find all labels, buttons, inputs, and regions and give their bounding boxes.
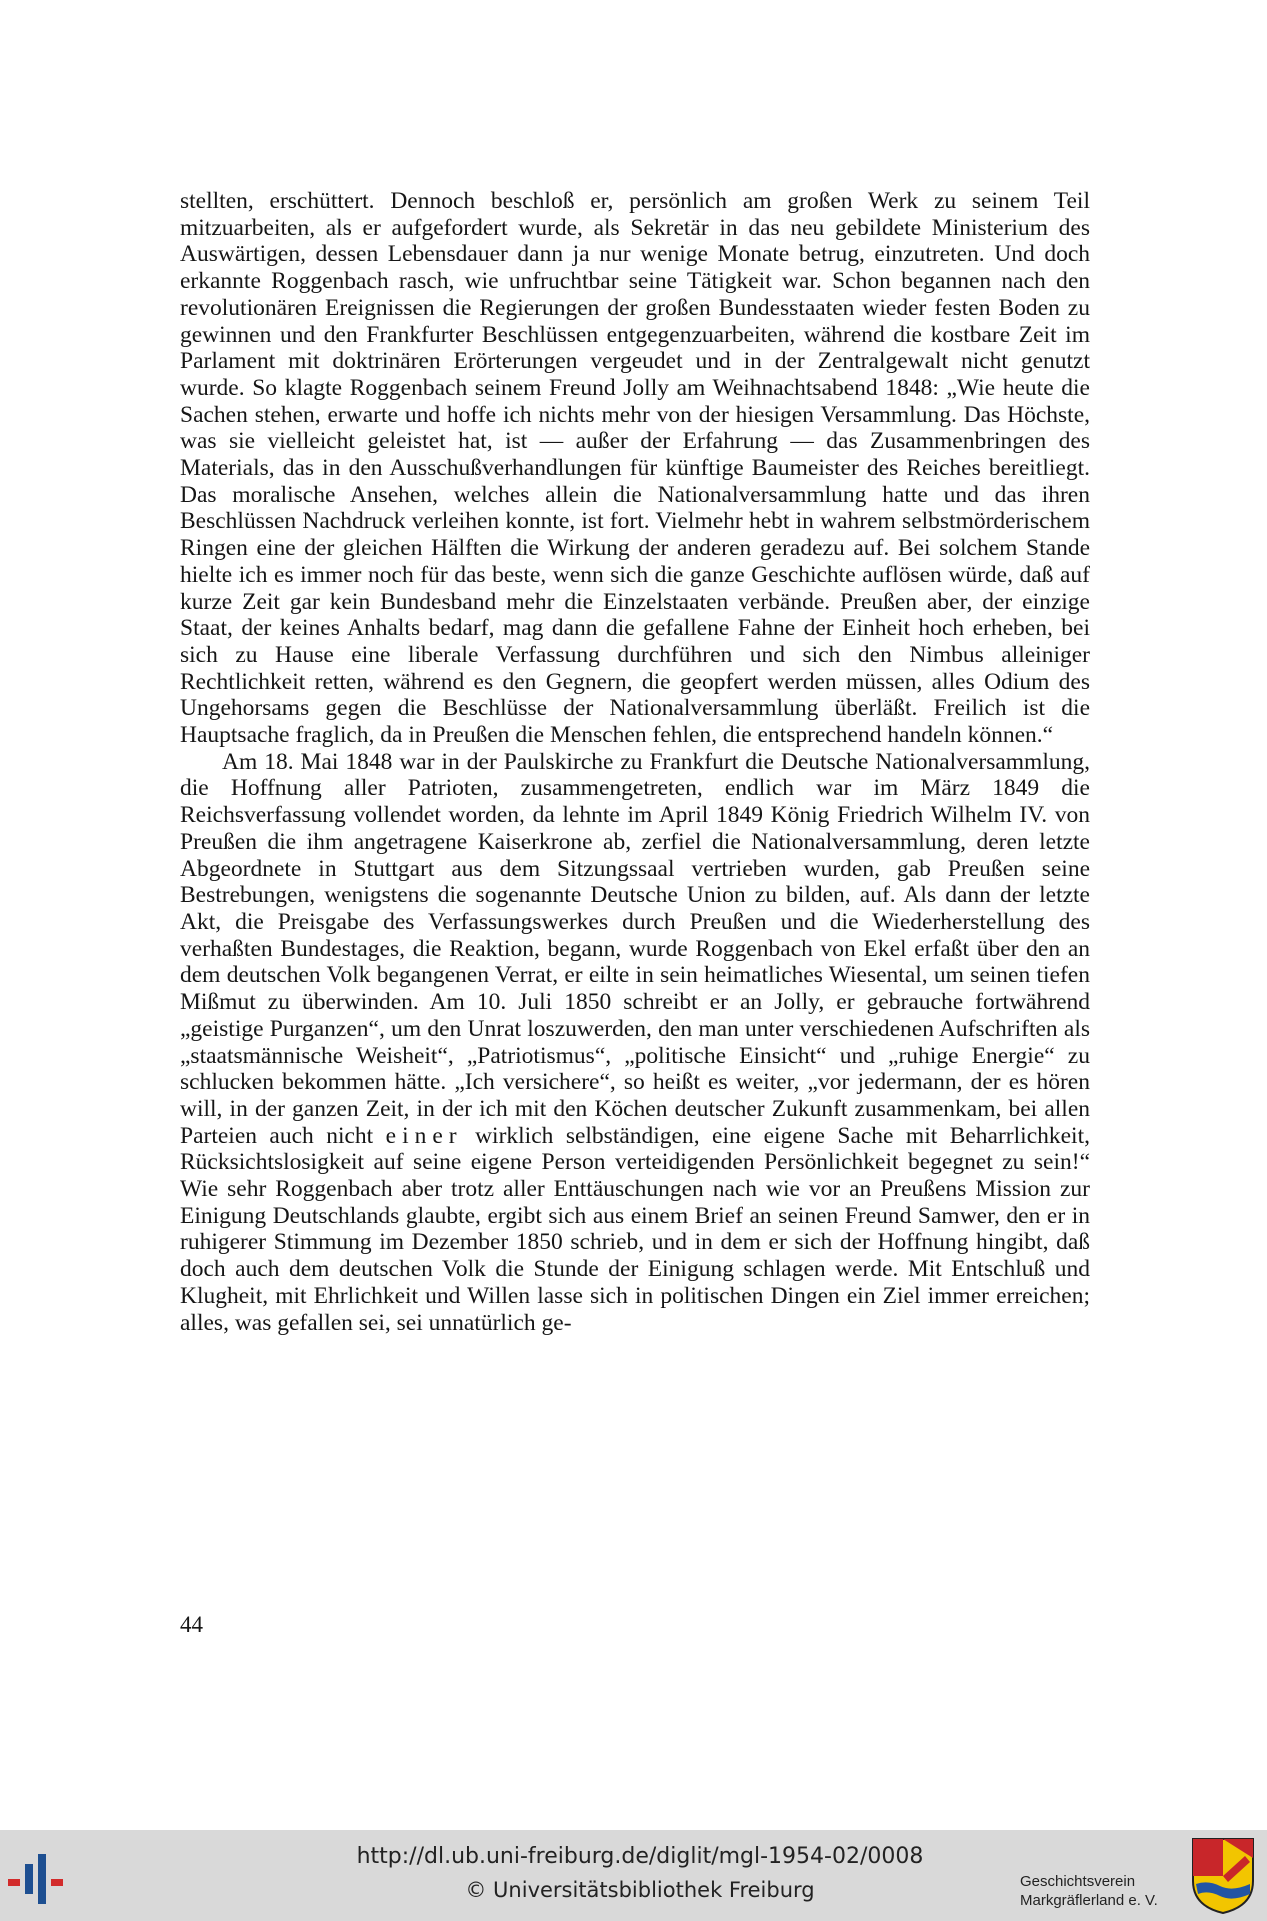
- copyright-notice: © Universitätsbibliothek Freiburg: [465, 1878, 815, 1902]
- page-number: 44: [180, 1612, 203, 1637]
- emphasized-word: einer: [385, 1122, 463, 1149]
- society-name-line: Markgräflerland e. V.: [1020, 1892, 1158, 1909]
- coat-of-arms-icon[interactable]: [1190, 1836, 1256, 1916]
- paragraph: [180, 749, 1090, 1336]
- paragraph: stellten, erschüttert. Dennoch beschloß er, persönlich am großen Werk zu seinem Teil mitzuarbeiten, als er aufgefordert wurde, als Sekretär in das neu gebildete Ministerium des Auswärtigen, dessen Lebensdauer dann ja nur wenige Monate betrug, einzutreten. Und doch erkannte Roggenbach rasch, wie unfruchtbar seine Tätigkeit war. Schon begannen nach den revolutionären Ereignissen die Regierungen der großen Bundesstaaten wieder festen Boden zu gewinnen und den Frankfurter Beschlüssen entgegenzuarbeiten, während die kostbare Zeit im Parlament mit doktrinären Erörterungen vergeudet und in der Zentralgewalt nicht genutzt wurde. So klagte Roggenbach seinem Freund Jolly am Weihnachtsabend 1848: „Wie heute die Sachen stehen, erwarte und hoffe ich nichts mehr von der hiesigen Versammlung. Das Höchste, was sie vielleicht geleistet hat, ist — außer der Erfahrung — das Zusammenbringen des Materials, das in den Ausschußverhandlungen für künftige Baumeister des Reiches bereitliegt. Das moralische Ansehen, welches allein die Nationalversammlung hatte und das ihren Beschlüssen Nachdruck verleihen konnte, ist fort. Vielmehr hebt in wahrem selbstmörderischem Ringen eine der gleichen Hälften die Wirkung der anderen geradezu auf. Bei solchem Stande hielte ich es immer noch für das beste, wenn sich die ganze Geschichte auflösen würde, daß auf kurze Zeit gar kein Bundesband mehr die Einzelstaaten verbände. Preußen aber, der einzige Staat, der keines Anhalts bedarf, mag dann die gefallene Fahne der Einheit hoch erheben, bei sich zu Hause eine liberale Verfassung durchführen und sich den Nimbus alleiniger Rechtlichkeit retten, während es den Gegnern, die geopfert werden müssen, alles Odium des Ungehorsams gegen die Beschlüsse der Nationalversammlung überläßt. Freilich ist die Hauptsache fraglich, da in Preußen die Menschen fehlen, die entsprechend handeln können.“: [180, 188, 1090, 749]
- society-name-line: Geschichtsverein: [1020, 1873, 1136, 1890]
- paragraph-text: Am 18. Mai 1848 war in der Paulskirche zu Frankfurt die Deutsche Nationalversammlung, die Hoffnung aller Patrioten, zusammengetreten, endlich war im März 1849 die Reichsverfassung vollendet worden, da lehnte im April 1849 König Friedrich Wilhelm IV. von Preußen die ihm angetragene Kaiserkrone ab, zerfiel die Nationalversammlung, deren letzte Abgeordnete in Stuttgart aus dem Sitzungssaal vertrieben wurden, gab Preußen seine Bestrebungen, wenigstens die sogenannte Deutsche Union zu bilden, auf. Als dann der letzte Akt, die Preisgabe des Verfassungswerkes durch Preußen und die Wiederherstellung des verhaßten Bundestages, die Reaktion, begann, wurde Roggenbach von Ekel erfaßt über den an dem deutschen Volk begangenen Verrat, er eilte in sein heimatliches Wiesental, um seinen tiefen Mißmut zu überwinden. Am 10. Juli 1850 schreibt er an Jolly, er gebrauche fortwährend „geistige Purganzen“, um den Unrat loszuwerden, den man unter verschiedenen Aufschriften als „staatsmännische Weisheit“, „Patriotismus“, „politische Einsicht“ und „ruhige Energie“ zu schlucken bekommen hätte. „Ich versichere“, so heißt es weiter, „vor jedermann, der es hören will, in der ganzen Zeit, in der ich mit den Köchen deutscher Zukunft zusammenkam, bei allen Parteien auch nicht: [180, 748, 1090, 1149]
- viewer-footer: [0, 1830, 1267, 1921]
- document-url[interactable]: http://dl.ub.uni-freiburg.de/diglit/mgl-1954-02/0008: [356, 1844, 924, 1869]
- library-logo-icon[interactable]: [8, 1844, 80, 1906]
- paragraph-text: wirklich selbständigen, eine eigene Sache mit Beharrlichkeit, Rücksichtslosigkeit auf seine eigene Person verteidigenden Persönlichkeit begegnet zu sein!“ Wie sehr Roggenbach aber trotz aller Enttäuschungen nach wie vor an Preußens Mission zur Einigung Deutschlands glaubte, ergibt sich aus einem Brief an seinen Freund Samwer, den er in ruhigerer Stimmung im Dezember 1850 schrieb, und in dem er sich der Hoffnung hingibt, daß doch auch dem deutschen Volk die Stunde der Einigung schlagen werde. Mit Entschluß und Klugheit, mit Ehrlichkeit und Willen lasse sich in politischen Dingen ein Ziel immer erreichen; alles, was gefallen sei, sei unnatürlich ge-: [180, 1122, 1090, 1336]
- page-body: [180, 188, 1090, 1336]
- society-name: [1020, 1872, 1180, 1910]
